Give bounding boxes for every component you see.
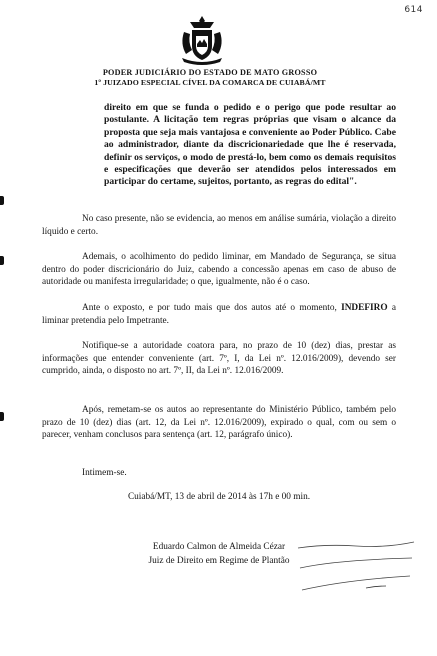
- court-division: 1º JUIZADO ESPECIAL CÍVEL DA COMARCA DE CUIABÁ/MT: [94, 78, 326, 87]
- coat-of-arms-icon: [176, 14, 228, 66]
- decision-keyword: INDEFIRO: [341, 303, 388, 313]
- paragraph-3-text: Ante o exposto, e por tudo mais que dos autos até o momento,: [82, 303, 342, 313]
- paragraph-2: Ademais, o acolhimento do pedido liminar, em Mandado de Segurança, se situa dentro do poder discricionário do Juiz, cabendo a concessão apenas em caso de abuso de autoridade ou manifesta irregularidade; o que, igualmente, não é o caso.: [42, 252, 396, 288]
- paragraph-1: No caso presente, não se evidencia, ao menos em análise sumária, violação a direito líquido e certo.: [42, 214, 396, 237]
- binder-hole-mark: [0, 412, 4, 421]
- page-number: 614: [404, 5, 423, 15]
- paragraph-6: Intimem-se.: [82, 468, 127, 478]
- signature-name: Eduardo Calmon de Almeida Cézar: [152, 542, 286, 552]
- date-line: Cuiabá/MT, 13 de abril de 2014 às 17h e 00 min.: [127, 492, 311, 502]
- paragraph-3-end: a liminar pretendia pelo Impetrante.: [42, 303, 396, 326]
- paragraph-5: Após, remetam-se os autos ao representante do Ministério Público, também pelo prazo de 10 (dez) dias (art. 12, da Lei nº. 12.016/2009), expirado o qual, com ou sem o parecer, venham conclusos para sentença (art. 12, parágrafo único).: [42, 405, 396, 441]
- binder-hole-mark: [0, 256, 4, 265]
- court-name: PODER JUDICIÁRIO DO ESTADO DE MATO GROSSO: [102, 68, 318, 77]
- signature-role: Juiz de Direito em Regime de Plantão: [148, 556, 290, 566]
- paragraph-4: Notifique-se a autoridade coatora para, no prazo de 10 (dez) dias, prestar as informações que entender conveniente (art. 7º, I, da Lei nº. 12.016/2009), devendo ser cumprido, ainda, o disposto no art. 7º, II, da Lei nº. 12.016/2009.: [42, 341, 396, 377]
- paragraph-3: [42, 302, 396, 327]
- handwritten-annotation: [296, 540, 416, 610]
- quoted-citation: direito em que se funda o pedido e o perigo que pode resultar ao postulante. A licitação tem regras próprias que visam o alcance da proposta que seja mais vantajosa e conveniente ao Poder Público. Cabe ao administrador, diante da discricionariedade que lhe é reservada, definir os serviços, o modo de prestá-lo, bem como os demais requisitos e especificações que deverão ser atendidos pelos interessados em participar do certame, sujeitos, portanto, as regras do edital".: [104, 102, 396, 188]
- court-header: [60, 68, 360, 88]
- binder-hole-mark: [0, 196, 4, 205]
